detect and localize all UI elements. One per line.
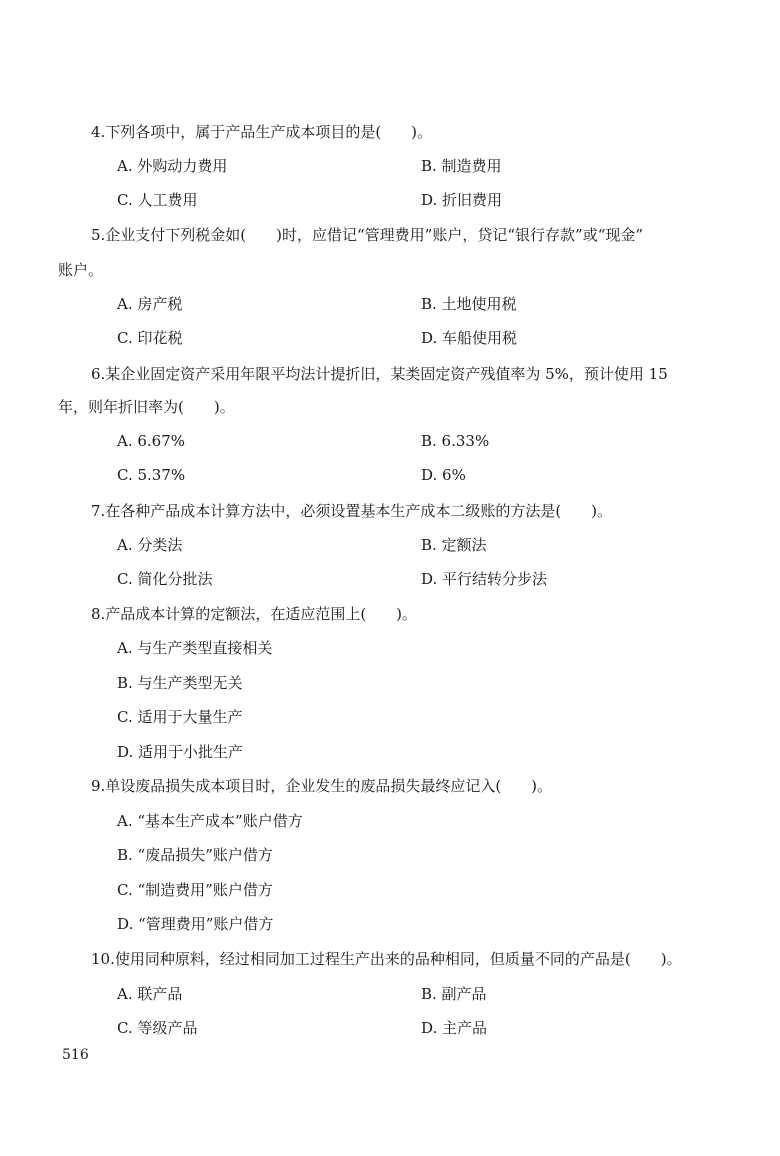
question-9-option-a: A. “基本生产成本”账户借方 <box>117 812 303 830</box>
question-10-stem: 10.使用同种原料，经过相同加工过程生产出来的品种相同，但质量不同的产品是( )。 <box>91 950 682 968</box>
question-7-option-a: A. 分类法 <box>117 536 183 554</box>
question-5-stem: 5.企业支付下列税金如( )时，应借记“管理费用”账户，贷记“银行存款”或“现金” <box>91 226 644 244</box>
question-9-option-d: D. “管理费用”账户借方 <box>117 915 274 933</box>
question-6-stem: 6.某企业固定资产采用年限平均法计提折旧，某类固定资产残值率为 5%，预计使用 15 <box>91 365 668 383</box>
question-5-option-a: A. 房产税 <box>117 295 183 313</box>
question-6-option-c: C. 5.37% <box>117 466 186 484</box>
question-6-option-d: D. 6% <box>421 466 466 484</box>
question-6-stem-continued: 年，则年折旧率为( )。 <box>58 398 235 416</box>
question-10-option-a: A. 联产品 <box>117 985 183 1003</box>
question-4-option-a: A. 外购动力费用 <box>117 157 228 175</box>
question-4-option-d: D. 折旧费用 <box>421 191 503 209</box>
question-5-stem-continued: 账户。 <box>58 261 104 279</box>
question-4-stem: 4.下列各项中，属于产品生产成本项目的是( )。 <box>91 123 433 141</box>
question-7-option-b: B. 定额法 <box>421 536 487 554</box>
question-4-option-c: C. 人工费用 <box>117 191 198 209</box>
question-9-option-c: C. “制造费用”账户借方 <box>117 881 273 899</box>
question-9-stem: 9.单设废品损失成本项目时，企业发生的废品损失最终应记入( )。 <box>91 777 553 795</box>
question-7-option-d: D. 平行结转分步法 <box>421 570 548 588</box>
question-9-option-b: B. “废品损失”账户借方 <box>117 846 273 864</box>
question-8-option-b: B. 与生产类型无关 <box>117 674 243 692</box>
question-6-option-a: A. 6.67% <box>117 432 186 450</box>
question-8-stem: 8.产品成本计算的定额法，在适应范围上( )。 <box>91 605 418 623</box>
question-4-option-b: B. 制造费用 <box>421 157 502 175</box>
question-8-option-d: D. 适用于小批生产 <box>117 743 244 761</box>
question-5-option-d: D. 车船使用税 <box>421 329 518 347</box>
question-5-option-c: C. 印花税 <box>117 329 183 347</box>
page-number: 516 <box>62 1047 89 1063</box>
question-5-option-b: B. 土地使用税 <box>421 295 517 313</box>
question-10-option-c: C. 等级产品 <box>117 1019 198 1037</box>
question-8-option-c: C. 适用于大量生产 <box>117 708 243 726</box>
question-10-option-d: D. 主产品 <box>421 1019 488 1037</box>
question-8-option-a: A. 与生产类型直接相关 <box>117 639 273 657</box>
question-7-stem: 7.在各种产品成本计算方法中，必须设置基本生产成本二级账的方法是( )。 <box>91 502 613 520</box>
question-10-option-b: B. 副产品 <box>421 985 487 1003</box>
question-7-option-c: C. 简化分批法 <box>117 570 213 588</box>
question-6-option-b: B. 6.33% <box>421 432 490 450</box>
